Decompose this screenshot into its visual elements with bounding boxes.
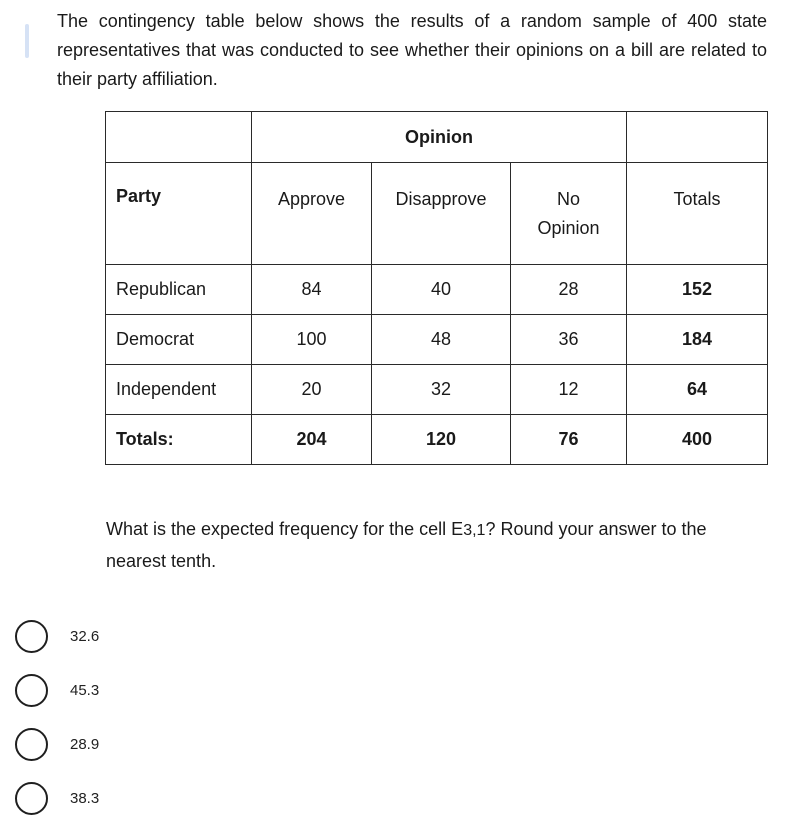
row-total-cell: 64 xyxy=(627,365,768,415)
column-total-cell: 120 xyxy=(372,415,511,465)
table-cell: 84 xyxy=(252,265,372,315)
radio-button[interactable] xyxy=(15,782,48,815)
table-cell: 100 xyxy=(252,315,372,365)
empty-corner-cell xyxy=(106,112,252,163)
col-header-totals: Totals xyxy=(627,163,768,265)
radio-button[interactable] xyxy=(15,674,48,707)
contingency-table xyxy=(105,111,768,465)
table-header-row xyxy=(106,112,768,163)
answer-option-3[interactable] xyxy=(15,724,99,764)
table-cell: 48 xyxy=(372,315,511,365)
col-header-approve: Approve xyxy=(252,163,372,265)
party-header: Party xyxy=(106,163,252,265)
row-label: Democrat xyxy=(106,315,252,365)
answer-option-2[interactable] xyxy=(15,670,99,710)
answer-option-1[interactable] xyxy=(15,616,99,656)
column-total-cell: 204 xyxy=(252,415,372,465)
radio-button[interactable] xyxy=(15,620,48,653)
column-total-cell: 76 xyxy=(511,415,627,465)
question-suffix: ? Round your answer to the nearest tenth. xyxy=(106,519,707,571)
table-cell: 28 xyxy=(511,265,627,315)
table-row-independent xyxy=(106,365,768,415)
question-cell-ref: 3,1 xyxy=(463,522,486,539)
table-subheader-row xyxy=(106,163,768,265)
table-row-democrat xyxy=(106,315,768,365)
row-label: Independent xyxy=(106,365,252,415)
question-text xyxy=(106,514,770,576)
question-prefix: What is the expected frequency for the cell E xyxy=(106,519,464,539)
answer-option-label: 28.9 xyxy=(70,735,100,753)
col-header-no-opinion: No Opinion xyxy=(511,163,627,265)
table-cell: 36 xyxy=(511,315,627,365)
totals-row-label: Totals: xyxy=(106,415,252,465)
answer-option-4[interactable] xyxy=(15,778,99,818)
answer-option-label: 38.3 xyxy=(70,789,100,807)
empty-totals-cell xyxy=(627,112,768,163)
answer-option-label: 32.6 xyxy=(70,627,100,645)
row-total-cell: 152 xyxy=(627,265,768,315)
accent-bar xyxy=(25,24,29,58)
table-cell: 12 xyxy=(511,365,627,415)
row-label: Republican xyxy=(106,265,252,315)
answer-option-label: 45.3 xyxy=(70,681,100,699)
table-cell: 32 xyxy=(372,365,511,415)
row-total-cell: 184 xyxy=(627,315,768,365)
radio-button[interactable] xyxy=(15,728,48,761)
intro-text: The contingency table below shows the results of a random sample of 400 state representatives that was conducted to see whether their opinions on a bill are related to their party affiliation. xyxy=(57,11,767,89)
table-row-totals xyxy=(106,415,768,465)
table-row-republican xyxy=(106,265,768,315)
opinion-header: Opinion xyxy=(252,112,627,163)
grand-total-cell: 400 xyxy=(627,415,768,465)
table-cell: 40 xyxy=(372,265,511,315)
col-header-disapprove: Disapprove xyxy=(372,163,511,265)
table-cell: 20 xyxy=(252,365,372,415)
